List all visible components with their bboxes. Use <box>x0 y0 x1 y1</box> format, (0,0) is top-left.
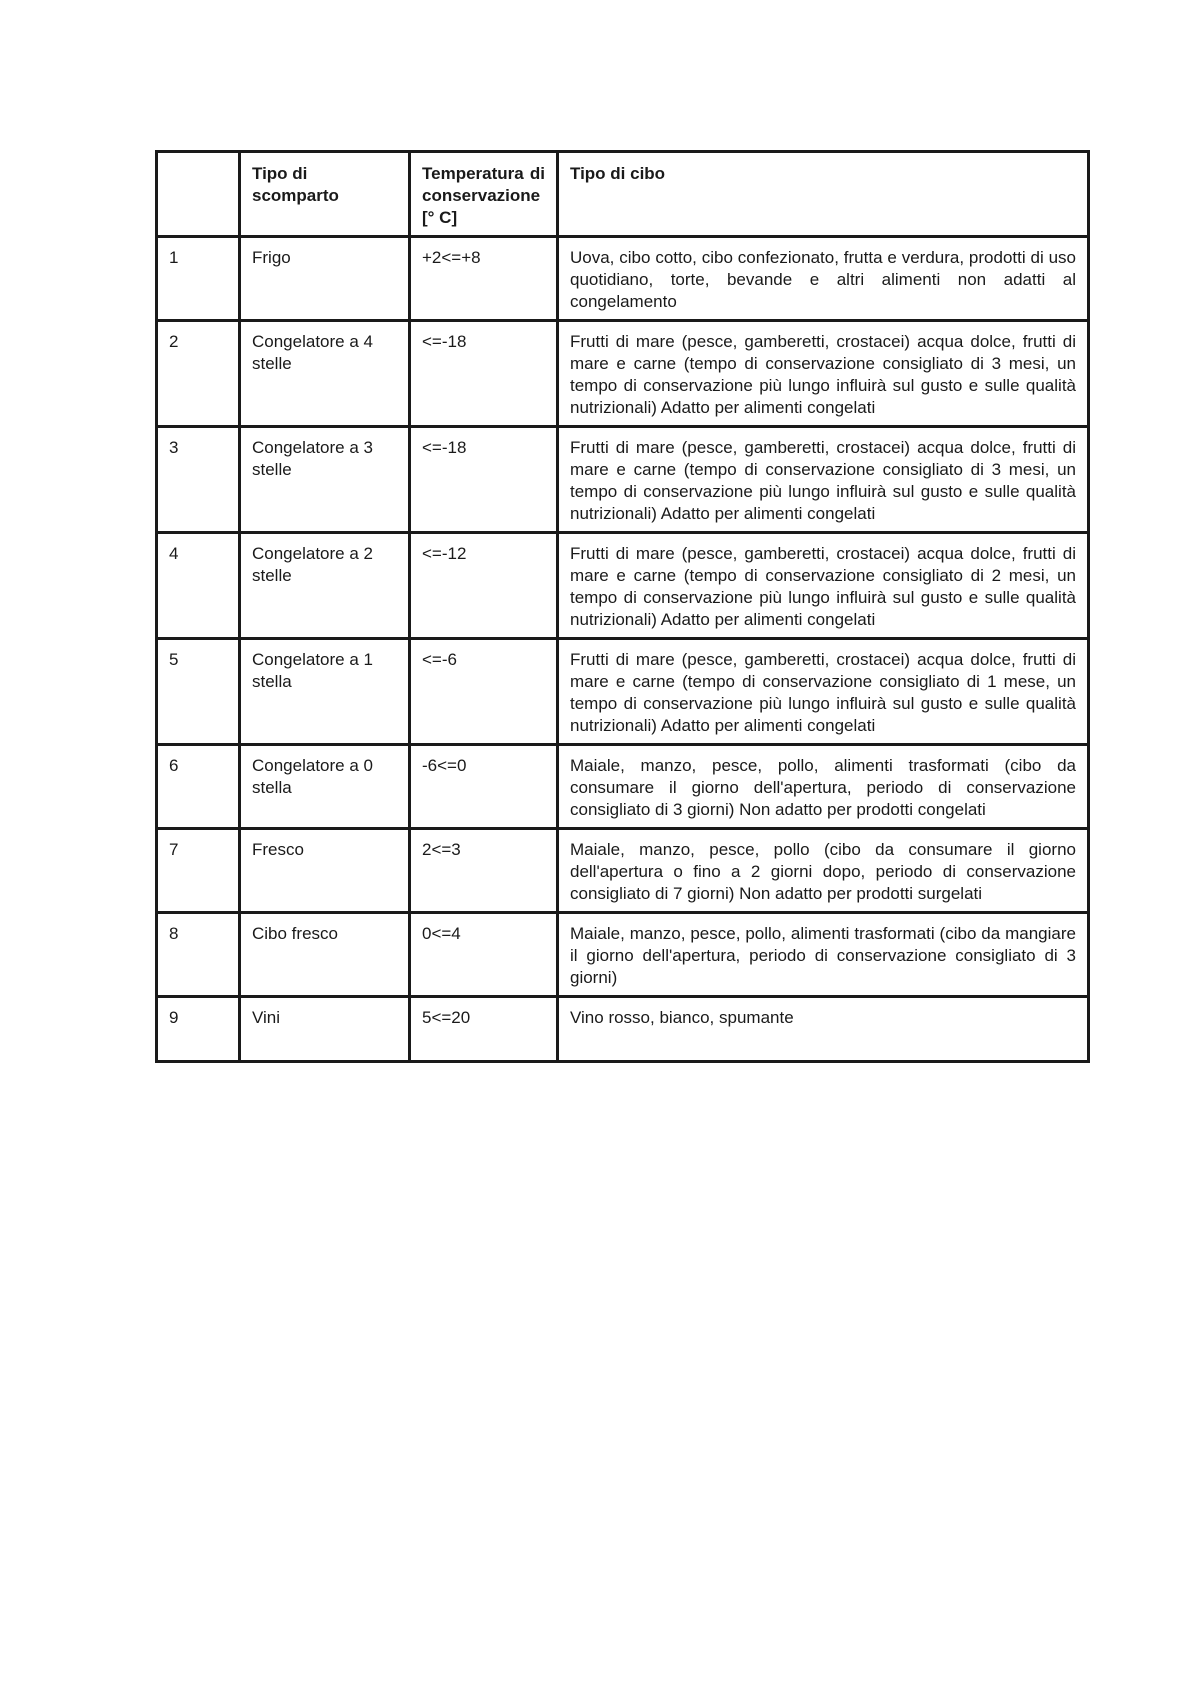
row-temperature: +2<=+8 <box>410 237 558 321</box>
header-temperature: Temperatura di conservazione [° C] <box>410 152 558 237</box>
table-row <box>157 745 1089 829</box>
table-row <box>157 639 1089 745</box>
table-row <box>157 533 1089 639</box>
row-temperature: 5<=20 <box>410 997 558 1062</box>
row-temperature: 0<=4 <box>410 913 558 997</box>
table-row <box>157 427 1089 533</box>
row-compartment: Congelatore a 1 stella <box>240 639 410 745</box>
row-num: 1 <box>157 237 240 321</box>
row-temperature: <=-18 <box>410 321 558 427</box>
row-temperature: <=-12 <box>410 533 558 639</box>
row-num: 9 <box>157 997 240 1062</box>
row-compartment: Vini <box>240 997 410 1062</box>
table-row <box>157 913 1089 997</box>
table-header-row <box>157 152 1089 237</box>
row-compartment: Congelatore a 2 stelle <box>240 533 410 639</box>
row-compartment: Cibo fresco <box>240 913 410 997</box>
row-food: Frutti di mare (pesce, gamberetti, crostacei) acqua dolce, frutti di mare e carne (tempo di conservazione consigliato di 1 mese, un tempo di conservazione più lungo influirà sul gusto e sulle qualità nutrizionali) Adatto per alimenti congelati <box>558 639 1089 745</box>
row-food: Frutti di mare (pesce, gamberetti, crostacei) acqua dolce, frutti di mare e carne (tempo di conservazione consigliato di 2 mesi, un tempo di conservazione più lungo influirà sul gusto e sulle qualità nutrizionali) Adatto per alimenti congelati <box>558 533 1089 639</box>
row-temperature: -6<=0 <box>410 745 558 829</box>
header-food: Tipo di cibo <box>558 152 1089 237</box>
row-num: 7 <box>157 829 240 913</box>
row-num: 8 <box>157 913 240 997</box>
row-compartment: Frigo <box>240 237 410 321</box>
row-temperature: <=-18 <box>410 427 558 533</box>
header-num <box>157 152 240 237</box>
row-num: 5 <box>157 639 240 745</box>
row-food: Uova, cibo cotto, cibo confezionato, frutta e verdura, prodotti di uso quotidiano, torte, bevande e altri alimenti non adatti al congelamento <box>558 237 1089 321</box>
row-num: 4 <box>157 533 240 639</box>
row-food: Frutti di mare (pesce, gamberetti, crostacei) acqua dolce, frutti di mare e carne (tempo di conservazione consigliato di 3 mesi, un tempo di conservazione più lungo influirà sul gusto e sulle qualità nutrizionali) Adatto per alimenti congelati <box>558 321 1089 427</box>
table-row <box>157 997 1089 1062</box>
row-food: Frutti di mare (pesce, gamberetti, crostacei) acqua dolce, frutti di mare e carne (tempo di conservazione consigliato di 3 mesi, un tempo di conservazione più lungo influirà sul gusto e sulle qualità nutrizionali) Adatto per alimenti congelati <box>558 427 1089 533</box>
row-food: Maiale, manzo, pesce, pollo (cibo da consumare il giorno dell'apertura o fino a 2 giorni dopo, periodo di conservazione consigliato di 7 giorni) Non adatto per prodotti surgelati <box>558 829 1089 913</box>
row-food: Vino rosso, bianco, spumante <box>558 997 1089 1062</box>
row-num: 6 <box>157 745 240 829</box>
compartment-table <box>155 150 1090 1063</box>
table-row <box>157 237 1089 321</box>
row-num: 2 <box>157 321 240 427</box>
row-compartment: Congelatore a 0 stella <box>240 745 410 829</box>
row-compartment: Congelatore a 3 stelle <box>240 427 410 533</box>
table-row <box>157 321 1089 427</box>
row-compartment: Congelatore a 4 stelle <box>240 321 410 427</box>
row-food: Maiale, manzo, pesce, pollo, alimenti trasformati (cibo da consumare il giorno dell'apertura, periodo di conservazione consigliato di 3 giorni) Non adatto per prodotti congelati <box>558 745 1089 829</box>
row-food: Maiale, manzo, pesce, pollo, alimenti trasformati (cibo da mangiare il giorno dell'apertura, periodo di conservazione consigliato di 3 giorni) <box>558 913 1089 997</box>
row-temperature: 2<=3 <box>410 829 558 913</box>
table-row <box>157 829 1089 913</box>
header-compartment: Tipo di scomparto <box>240 152 410 237</box>
row-temperature: <=-6 <box>410 639 558 745</box>
row-compartment: Fresco <box>240 829 410 913</box>
row-num: 3 <box>157 427 240 533</box>
